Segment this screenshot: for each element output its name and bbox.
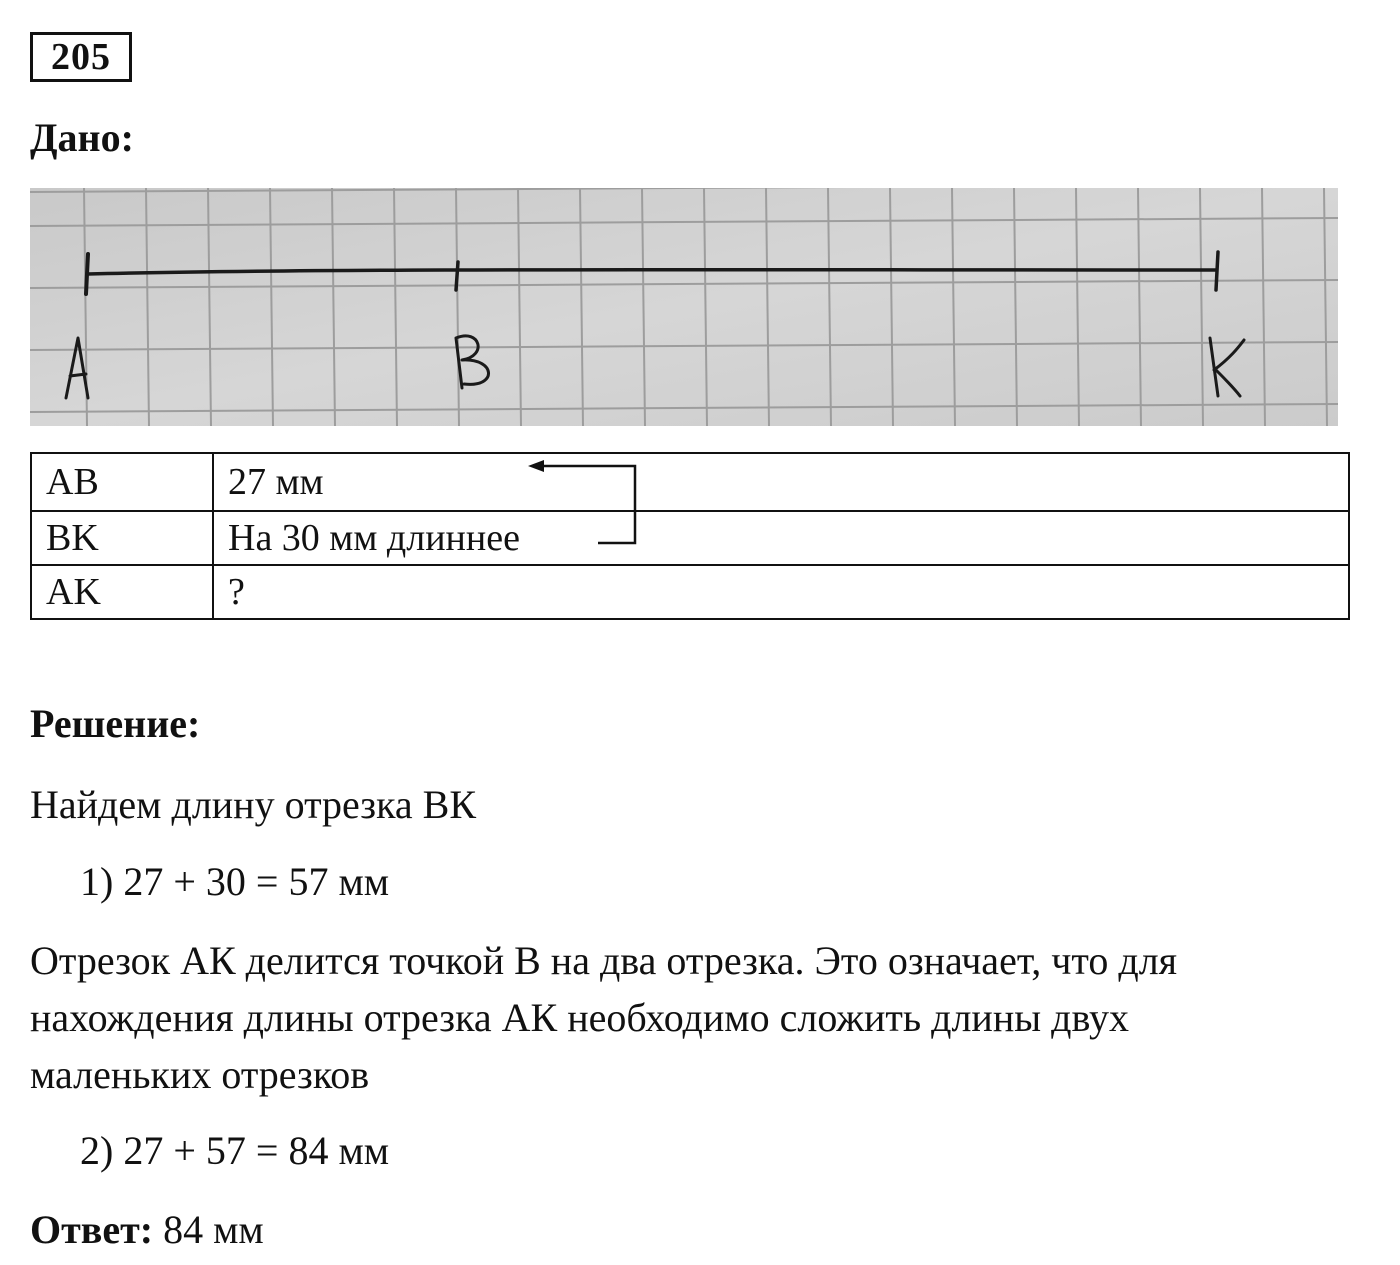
- segment-value-cell: 27 мм: [213, 453, 1349, 511]
- segment-name-cell: BK: [31, 511, 213, 565]
- solution-step-2: 2) 27 + 57 = 84 мм: [80, 1128, 390, 1173]
- segment-value-cell: ?: [213, 565, 1349, 619]
- segment-name-cell: AK: [31, 565, 213, 619]
- answer-value: 84 мм: [153, 1207, 264, 1252]
- table-row: [31, 453, 1349, 511]
- segment-name-cell: AB: [31, 453, 213, 511]
- tick-b: [456, 262, 458, 290]
- answer-label: Ответ:: [30, 1207, 154, 1252]
- table-row: [31, 511, 1349, 565]
- solution-explanation: [30, 932, 1370, 1103]
- task-number: 205: [51, 36, 111, 78]
- explanation-line: Отрезок АК делится точкой В на два отрезка. Это означает, что для: [30, 938, 1178, 983]
- segment-sketch-photo: [30, 188, 1338, 426]
- tick-k: [1216, 252, 1218, 290]
- task-number-box: [30, 32, 132, 82]
- explanation-line: маленьких отрезков: [30, 1052, 370, 1097]
- segment-value-cell: На 30 мм длиннее: [213, 511, 1349, 565]
- paper-background: [30, 188, 1338, 426]
- solution-intro: Найдем длину отрезка ВК: [30, 782, 477, 827]
- explanation-line: нахождения длины отрезка АК необходимо сложить длины двух: [30, 995, 1129, 1040]
- table-row: [31, 565, 1349, 619]
- given-table: [30, 452, 1350, 620]
- solution-heading: Решение:: [30, 701, 201, 746]
- tick-a: [86, 254, 88, 294]
- solution-step-1: 1) 27 + 30 = 57 мм: [80, 859, 390, 904]
- given-heading: Дано:: [30, 115, 134, 160]
- answer-line: [30, 1206, 264, 1254]
